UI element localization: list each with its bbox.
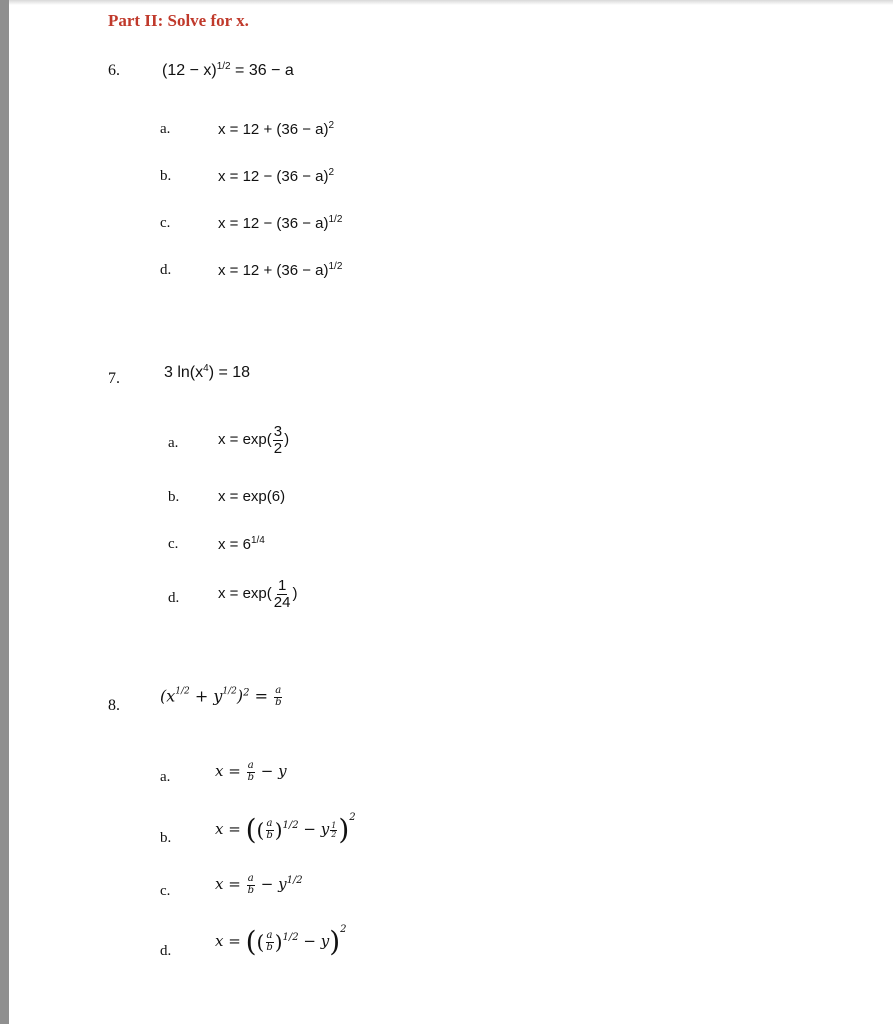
option-8b-expression: x = (( $\frac{a}{b}$ )$^{1/2}$ − y $\frac{1}{2}$ )$^2$ [215,812,356,846]
option-8c-expression: x = $\frac{a}{b}$ − $y^{1/2}$ [215,873,303,896]
option-6c-expression: $x = 12 - (36 - a)^{1/2}$ [218,214,343,232]
option-7d-expression: x = exp( $\frac{1}{24}$ ) [218,577,298,611]
option-8d-label: d. [160,943,172,959]
question-number-7: 7. [108,370,120,387]
question-number-6: 6. [108,62,120,79]
option-6c-label: c. [160,215,171,231]
option-8d-expression: x = (( $\frac{a}{b}$ )$^{1/2}$ − y)$^2$ [215,924,347,958]
question-6-equation: $(12 - x)^{1/2} = 36 - a$ [162,61,294,79]
section-title: Part II: Solve for x. [108,11,249,30]
option-7d-label: d. [168,590,180,606]
question-7-equation: 3 $\ln(x^4) = 18$ [164,363,251,381]
option-6d-label: d. [160,262,172,278]
option-7a-expression: x = exp( $\frac{3}{2}$ ) [218,423,290,457]
option-8a-label: a. [160,769,171,785]
option-8b-label: b. [160,830,172,846]
option-7a-label: a. [168,435,179,451]
option-8a-expression: x = $\frac{a}{b}$ − y [215,760,287,783]
viewer-left-edge [0,0,9,1024]
option-7b-label: b. [168,489,180,505]
option-6d-expression: $x = 12 + (36 - a)^{1/2}$ [218,261,343,279]
option-7c-label: c. [168,536,179,552]
option-6b-label: b. [160,168,172,184]
question-number-8: 8. [108,697,120,714]
option-6b-expression: $x = 12 - (36 - a)^2$ [218,167,335,185]
option-7b-expression: x = exp(6) [218,488,286,505]
viewer-top-shadow [9,0,893,5]
option-8c-label: c. [160,883,171,899]
option-6a-label: a. [160,121,171,137]
question-8-equation: $(x^{1/2} + y^{1/2})^2$ = $\frac{a}{b}$ [160,685,282,708]
option-6a-expression: $x = 12 + (36 - a)^2$ [218,120,335,138]
option-7c-expression: $x = 6^{1/4}$ [218,535,265,553]
